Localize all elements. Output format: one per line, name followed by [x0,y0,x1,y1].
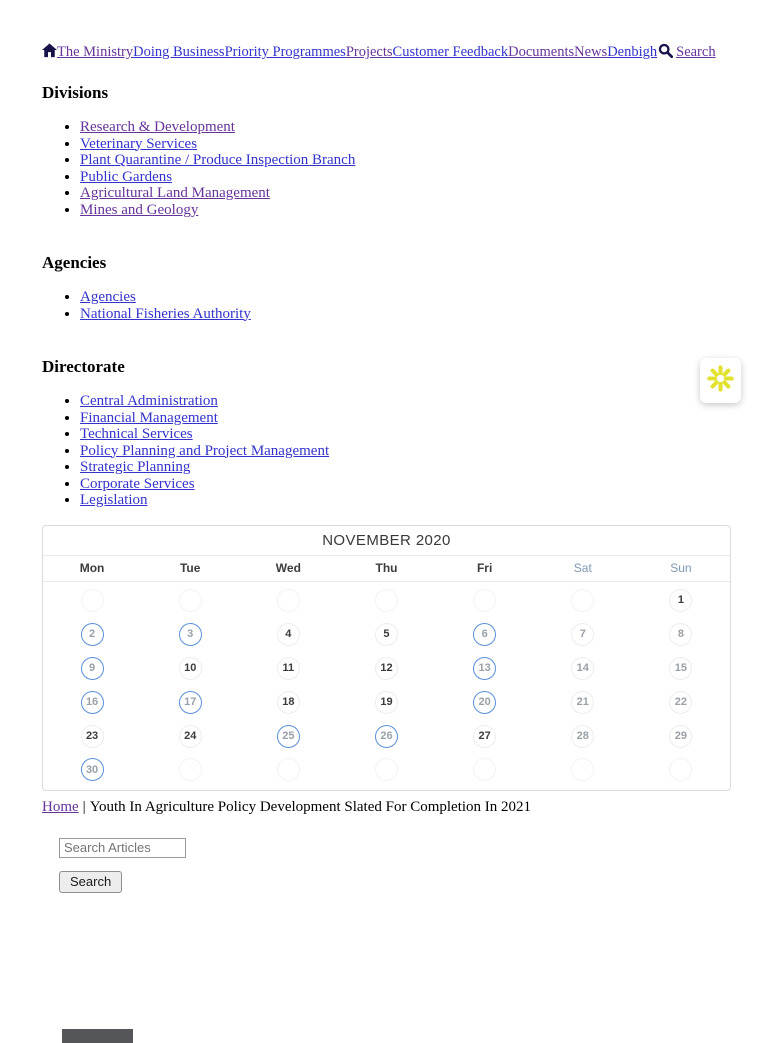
link-agricultural-land-management[interactable]: Agricultural Land Management [80,185,270,201]
nav-link-projects[interactable]: Projects [345,44,393,60]
nav-link-priority-programmes[interactable]: Priority Programmes [224,44,346,60]
sections-container [42,83,731,509]
calendar-day-cell-7 [534,617,632,651]
calendar-day-cell-11 [239,651,337,685]
calendar-title: NOVEMBER 2020 [43,526,730,556]
search-button[interactable]: Search [59,871,122,893]
empty-day-circle [277,758,300,781]
event-day-13[interactable]: 13 [473,657,496,680]
link-plant-quarantine-produce-inspection-branch[interactable]: Plant Quarantine / Produce Inspection Branch [80,152,356,168]
calendar-header-mon: Mon [79,561,105,575]
empty-day-circle [375,758,398,781]
calendar-grid [43,582,730,790]
day-8: 8 [669,623,692,646]
event-day-3[interactable]: 3 [179,623,202,646]
section-directorate [42,357,731,509]
event-day-6[interactable]: 6 [473,623,496,646]
empty-day-circle [473,589,496,612]
event-day-20[interactable]: 20 [473,691,496,714]
list-item [80,410,731,427]
link-mines-and-geology[interactable]: Mines and Geology [80,201,199,218]
calendar-day-cell-30 [43,753,141,787]
calendar-day-cell-27 [436,719,534,753]
link-corporate-services[interactable]: Corporate Services [80,475,195,492]
calendar-header-fri: Fri [476,561,493,575]
calendar-empty-cell [436,753,534,787]
day-15: 15 [669,657,692,680]
day-22: 22 [669,691,692,714]
empty-day-circle [375,589,398,612]
link-research-development[interactable]: Research & Development [80,119,235,135]
day-1: 1 [669,589,692,612]
day-7: 7 [571,623,594,646]
event-day-16[interactable]: 16 [81,691,104,714]
link-central-administration[interactable]: Central Administration [80,393,218,409]
list-item [80,306,731,323]
day-11: 11 [277,657,300,680]
list-item [80,393,731,410]
events-calendar [42,525,731,791]
empty-day-circle [571,758,594,781]
calendar-day-cell-3 [141,617,239,651]
calendar-day-cell-25 [239,719,337,753]
day-19: 19 [375,691,398,714]
nav-links [57,44,657,60]
nav-link-doing-business[interactable]: Doing Business [133,44,225,60]
calendar-day-cell-23 [43,719,141,753]
nav-link-the-ministry[interactable]: The Ministry [57,44,134,60]
day-14: 14 [571,657,594,680]
day-18: 18 [277,691,300,714]
calendar-day-cell-2 [43,617,141,651]
link-list-directorate [42,393,731,509]
calendar-day-cell-4 [239,617,337,651]
nav-link-news[interactable]: News [574,44,608,60]
calendar-empty-cell [239,753,337,787]
empty-day-circle [179,589,202,612]
breadcrumb-page-title: Youth In Agriculture Policy Development Slated For Completion In 2021 [89,798,532,815]
empty-day-circle [669,758,692,781]
empty-day-circle [179,758,202,781]
calendar-day-cell-10 [141,651,239,685]
calendar-empty-cell [337,753,435,787]
calendar-empty-cell [632,753,730,787]
calendar-empty-cell [436,584,534,618]
list-item [80,152,731,169]
event-day-9[interactable]: 9 [81,657,104,680]
link-agencies[interactable]: Agencies [80,289,136,305]
home-icon[interactable] [42,43,57,63]
nav-link-documents[interactable]: Documents [508,44,575,60]
section-divisions [42,83,731,218]
nav-link-customer-feedback[interactable]: Customer Feedback [392,44,509,60]
calendar-day-cell-29 [632,719,730,753]
link-veterinary-services[interactable]: Veterinary Services [80,135,198,152]
list-item [80,289,731,306]
accessibility-widget-button[interactable] [700,358,741,403]
search-icon[interactable] [658,43,673,63]
day-10: 10 [179,657,202,680]
calendar-day-cell-22 [632,685,730,719]
calendar-day-cell-15 [632,651,730,685]
link-legislation[interactable]: Legislation [80,492,148,508]
breadcrumb-home-link[interactable]: Home [42,798,79,815]
event-day-25[interactable]: 25 [277,725,300,748]
calendar-day-headers [43,556,730,582]
day-27: 27 [473,725,496,748]
link-technical-services[interactable]: Technical Services [80,426,193,442]
calendar-header-thu: Thu [375,561,398,575]
breadcrumb-separator: | [82,798,86,815]
list-item [80,202,731,219]
link-financial-management[interactable]: Financial Management [80,409,218,426]
calendar-empty-cell [43,584,141,618]
link-strategic-planning[interactable]: Strategic Planning [80,459,191,475]
calendar-header-wed: Wed [275,561,301,575]
calendar-empty-cell [337,584,435,618]
day-29: 29 [669,725,692,748]
calendar-header-sun: Sun [670,561,692,575]
calendar-day-cell-26 [337,719,435,753]
article-search [59,838,731,893]
day-24: 24 [179,725,202,748]
calendar-day-cell-21 [534,685,632,719]
bottom-bar [62,1029,133,1043]
section-heading-directorate: Directorate [42,357,125,376]
calendar-day-cell-24 [141,719,239,753]
list-item [80,443,731,460]
empty-day-circle [571,589,594,612]
calendar-empty-cell [239,584,337,618]
calendar-header-sat: Sat [573,561,592,575]
calendar-day-cell-28 [534,719,632,753]
day-5: 5 [375,623,398,646]
calendar-day-cell-9 [43,651,141,685]
empty-day-circle [277,589,300,612]
list-item [80,492,731,509]
event-day-17[interactable]: 17 [179,691,202,714]
calendar-day-cell-5 [337,617,435,651]
calendar-day-cell-14 [534,651,632,685]
empty-day-circle [473,758,496,781]
calendar-day-cell-1 [632,584,730,618]
calendar-day-cell-18 [239,685,337,719]
section-heading-divisions: Divisions [42,83,109,102]
day-28: 28 [571,725,594,748]
page [0,43,773,893]
link-public-gardens[interactable]: Public Gardens [80,168,173,185]
event-day-2[interactable]: 2 [81,623,104,646]
day-21: 21 [571,691,594,714]
list-item [80,169,731,186]
calendar-empty-cell [141,753,239,787]
search-articles-input[interactable] [59,838,186,858]
list-item [80,426,731,443]
list-item [80,459,731,476]
empty-day-circle [81,589,104,612]
section-agencies [42,253,731,322]
calendar-header-tue: Tue [179,561,201,575]
calendar-day-cell-13 [436,651,534,685]
breadcrumb [42,798,731,816]
link-list-divisions [42,119,731,218]
top-nav [42,43,731,63]
event-day-26[interactable]: 26 [375,725,398,748]
calendar-day-cell-20 [436,685,534,719]
calendar-empty-cell [534,753,632,787]
day-4: 4 [277,623,300,646]
event-day-30[interactable]: 30 [81,758,104,781]
calendar-day-cell-12 [337,651,435,685]
day-12: 12 [375,657,398,680]
list-item [80,476,731,493]
nav-link-denbigh[interactable]: Denbigh [607,44,658,60]
sunburst-icon [707,365,734,397]
section-heading-agencies: Agencies [42,253,107,272]
list-item [80,119,731,136]
calendar-day-cell-16 [43,685,141,719]
calendar-day-cell-6 [436,617,534,651]
link-national-fisheries-authority[interactable]: National Fisheries Authority [80,305,251,322]
calendar-day-cell-19 [337,685,435,719]
calendar-empty-cell [141,584,239,618]
link-policy-planning-and-project-management[interactable]: Policy Planning and Project Management [80,442,330,459]
list-item [80,136,731,153]
link-list-agencies [42,289,731,322]
nav-link-search[interactable]: Search [676,44,716,60]
calendar-day-cell-8 [632,617,730,651]
list-item [80,185,731,202]
day-23: 23 [81,725,104,748]
calendar-empty-cell [534,584,632,618]
calendar-day-cell-17 [141,685,239,719]
